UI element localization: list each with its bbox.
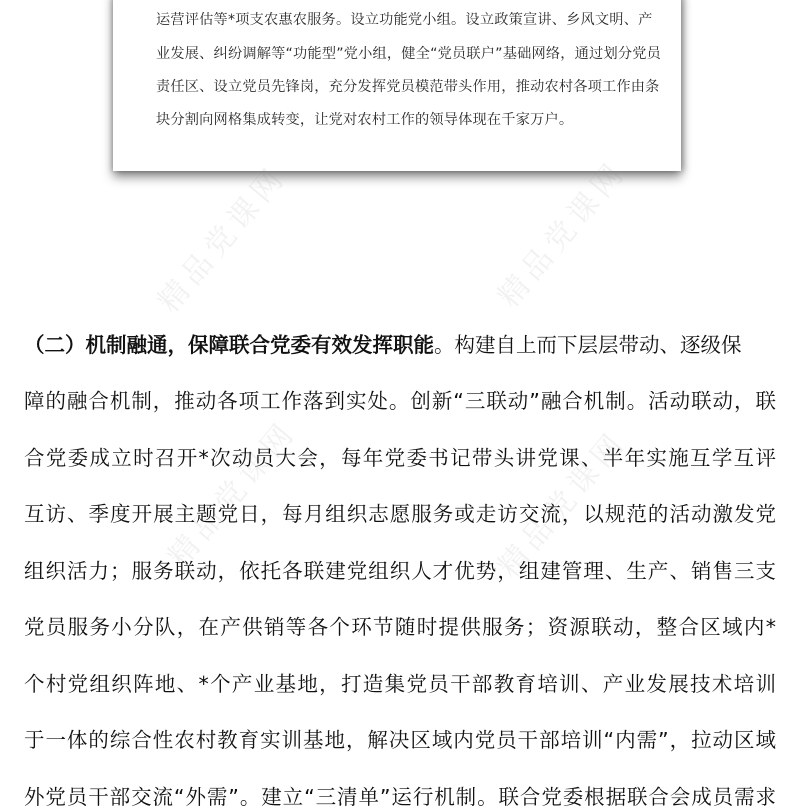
body-line: 外党员干部交流“外需”。建立“三清单”运行机制。联合党委根据联合会成员需求	[24, 785, 776, 809]
card-line: 运营评估等*项支农惠农服务。设立功能党小组。设立政策宣讲、乡风文明、产	[156, 12, 653, 28]
card-line: 业发展、纠纷调解等“功能型”党小组，健全“党员联户”基础网络，通过划分党员	[156, 46, 661, 62]
section-heading: （二）机制融通，保障联合党委有效发挥职能	[24, 333, 434, 357]
body-line: 党员服务小分队，在产供销等各个环节随时提供服务；资源联动，整合区域内*	[24, 615, 776, 639]
section-first-line	[24, 330, 776, 360]
body-line: 于一体的综合性农村教育实训基地，解决区域内党员干部培训“内需”，拉动区域	[24, 728, 776, 752]
body-line: 个村党组织阵地、*个产业基地，打造集党员干部教育培训、产业发展技术培训	[24, 672, 776, 696]
watermark: 精品党课网	[491, 154, 634, 315]
watermark: 精品党课网	[161, 414, 304, 575]
body-line: 互访、季度开展主题党日，每月组织志愿服务或走访交流，以规范的活动激发党	[24, 502, 776, 526]
watermark: 精品党课网	[151, 159, 294, 320]
card-line: 块分割向网格集成转变，让党对农村工作的领导体现在千家万户。	[156, 112, 574, 128]
quote-card	[113, 0, 681, 171]
body-line: 合党委成立时召开*次动员大会，每年党委书记带头讲党课、半年实施互学互评	[24, 446, 776, 470]
section-first-line-text: 。构建自上而下层层带动、逐级保	[434, 333, 742, 357]
watermark: 精品党课网	[491, 424, 634, 585]
body-line: 障的融合机制，推动各项工作落到实处。创新“三联动”融合机制。活动联动，联	[24, 389, 776, 413]
card-line: 责任区、设立党员先锋岗，充分发挥党员模范带头作用，推动农村各项工作由条	[156, 79, 660, 95]
body-line: 组织活力；服务联动，依托各联建党组织人才优势，组建管理、生产、销售三支	[24, 559, 776, 583]
